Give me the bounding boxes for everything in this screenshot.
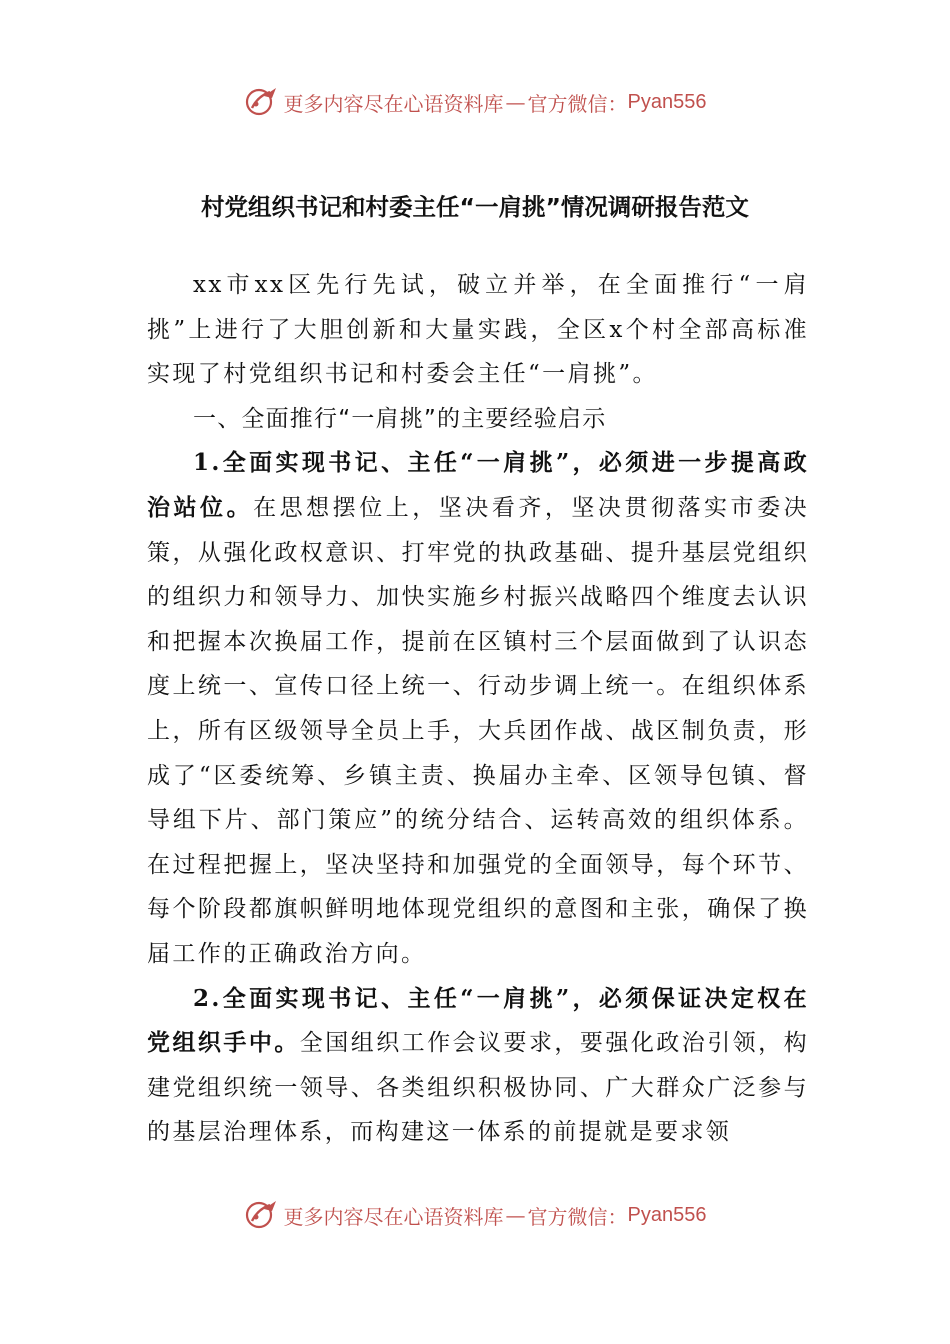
banner-dash: — (505, 90, 526, 114)
banner-slogan: 更多内容尽在心语资料库 (283, 91, 504, 116)
point-1-paragraph (147, 441, 809, 976)
point-2-paragraph (147, 977, 809, 1155)
banner-slogan: 更多内容尽在心语资料库 (283, 1204, 504, 1229)
intro-paragraph: xx市xx区先行先试，破立并举，在全面推行“一肩挑”上进行了大胆创新和大量实践，全区x个村全部高标准实现了村党组织书记和村委会主任“一肩挑”。 (147, 272, 809, 388)
document-title: 村党组织书记和村委主任“一肩挑”情况调研报告范文 (201, 193, 749, 221)
pen-logo-icon (244, 84, 280, 120)
banner-wechat-id: Pyan556 (627, 90, 707, 113)
footer-banner (0, 1195, 950, 1235)
banner-wechat-id: Pyan556 (627, 1203, 707, 1226)
banner-dash: — (505, 1203, 526, 1227)
document-body (147, 263, 809, 1155)
pen-logo-icon (244, 1197, 280, 1233)
point-2-lead: 2.全面实现书记、主任“一肩挑”，必须保证决定权在党组织手中。 (147, 984, 809, 1057)
point-1-lead: 1.全面实现书记、主任“一肩挑”，必须进一步提高政治站位。 (147, 449, 809, 521)
point-2-text: 全国组织工作会议要求，要强化政治引领，构建党组织统一领导、各类组织积极协同、广大群众广泛参与的基层治理体系，而构建这一体系的前提就是要求领 (147, 1030, 810, 1146)
banner-wechat-label: 官方微信： (527, 1204, 628, 1229)
banner-wechat-label: 官方微信： (527, 91, 628, 116)
header-banner (0, 82, 950, 122)
section-heading: 一、全面推行“一肩挑”的主要经验启示 (193, 405, 607, 432)
point-1-text: 在思想摆位上，坚决看齐，坚决贯彻落实市委决策，从强化政权意识、打牢党的执政基础、提升基层党组织的组织力和领导力、加快实施乡村振兴战略四个维度去认识和把握本次换届工作，提前在区镇村三个层面做到了认识态度上统一、宣传口径上统一、行动步调上统一。在组织体系上，所有区级领导全员上手，大兵团作战、战区制负责，形成了“区委统筹、乡镇主责、换届办主牵、区领导包镇、督导组下片、部门策应”的统分结合、运转高效的组织体系。在过程把握上，坚决坚持和加强党的全面领导，每个环节、每个阶段都旗帜鲜明地体现党组织的意图和主张，确保了换届工作的正确政治方向。 (147, 494, 809, 967)
